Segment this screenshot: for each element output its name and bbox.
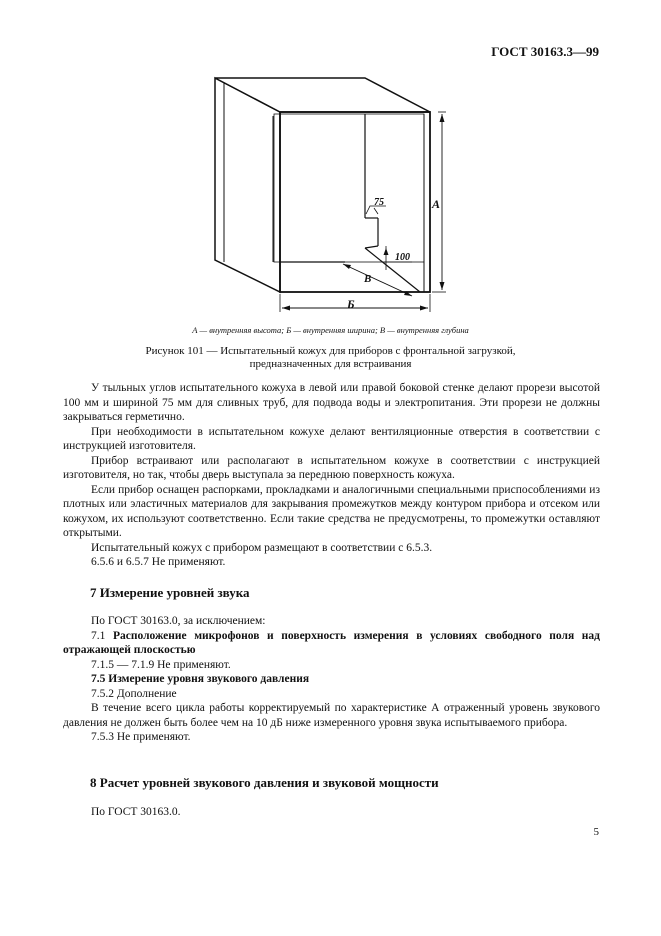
section-7-title: 7 Измерение уровней звука — [90, 585, 250, 600]
section-8-title: 8 Расчет уровней звукового давления и звуковой мощности — [90, 775, 439, 790]
subsection-7-5-2-text: В течение всего цикла работы корректируемый по характеристике А отраженный уровень звукового давления не должен быть более чем на 10 дБ ниже измеренного уровня звука испытываемого прибора. — [63, 702, 600, 729]
section-7-intro: По ГОСТ 30163.0, за исключением: — [91, 615, 266, 627]
subsection-7-1-number: 7.1 — [91, 629, 106, 642]
caption-line-2: предназначенных для встраивания — [249, 358, 412, 370]
test-enclosure-figure — [200, 66, 465, 326]
paragraph-not-applied: 6.5.6 и 6.5.7 Не применяют. — [91, 556, 226, 568]
dim-label-75: 75 — [374, 197, 384, 208]
subsection-7-1 — [63, 629, 600, 658]
figure-caption — [0, 345, 661, 371]
subsection-7-5-3: 7.5.3 Не применяют. — [91, 731, 191, 743]
section-8-intro: По ГОСТ 30163.0. — [91, 806, 181, 818]
body-text — [63, 381, 600, 570]
dim-label-b: Б — [347, 297, 355, 311]
page-number: 5 — [593, 826, 599, 838]
subsection-7-1-5: 7.1.5 — 7.1.9 Не применяют. — [91, 658, 231, 671]
section-7-body — [63, 614, 600, 745]
dim-label-v: В — [364, 273, 372, 285]
paragraph-slots: У тыльных углов испытательного кожуха в левой или правой боковой стенке делают прорези высотой 100 мм и шириной 75 мм для сливных труб, для подвода воды и электропитания. Эти прорези не должны закрываться герметично. — [63, 382, 600, 423]
subsection-7-5 — [63, 672, 600, 687]
dim-label-a: А — [432, 197, 441, 211]
paragraph-spacers: Если прибор оснащен распорками, прокладками и аналогичными специальными приспособлениями из плотных или эластичных материалов для закрывания промежутков между контуром прибора и отсеком или кожухом, их используют соответственно. Если такие средства не предусмотрены, то промежутки оставляют открытыми. — [63, 483, 600, 539]
subsection-7-5-title: 7.5 Измерение уровня звукового давления — [91, 673, 310, 685]
figure-legend: А — внутренняя высота; Б — внутренняя ширина; В — внутренняя глубина — [192, 325, 469, 335]
subsection-7-5-2: 7.5.2 Дополнение — [91, 687, 177, 700]
document-code: ГОСТ 30163.3—99 — [491, 44, 599, 59]
paragraph-installation: Прибор встраивают или располагают в испытательном кожухе в соответствии с инструкцией изготовителя, но так, чтобы дверь выступала за переднюю поверхность кожуха. — [63, 454, 600, 481]
enclosure-drawing — [200, 66, 465, 326]
caption-line-1: Рисунок 101 — Испытательный кожух для приборов с фронтальной загрузкой, — [145, 345, 516, 357]
section-8-body — [63, 805, 600, 820]
subsection-7-1-title: Расположение микрофонов и поверхность измерения в условиях свободного поля над отражающей плоскостью — [63, 629, 600, 656]
paragraph-ventilation: При необходимости в испытательном кожухе делают вентиляционные отверстия в соответствии с инструкцией изготовителя. — [63, 425, 600, 452]
paragraph-placement: Испытательный кожух с прибором размещают в соответствии с 6.5.3. — [91, 541, 433, 554]
dim-label-100: 100 — [395, 252, 410, 263]
